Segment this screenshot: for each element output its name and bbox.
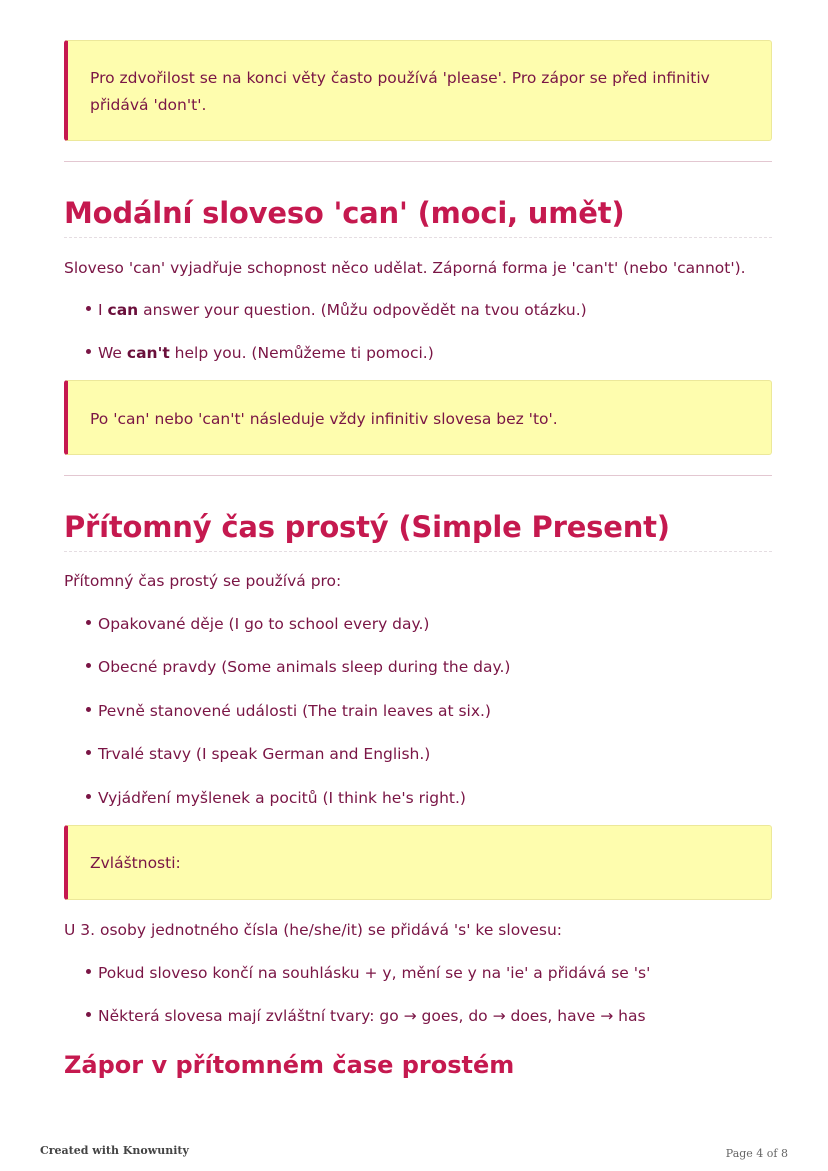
bullet	[86, 707, 91, 712]
list-text: Opakované děje (I go to school every day.)	[98, 615, 430, 633]
bullet	[86, 349, 91, 354]
divider	[64, 475, 772, 476]
list-text: We	[98, 344, 127, 362]
paragraph: U 3. osoby jednotného čísla (he/she/it) se přidává 's' ke slovesu:	[64, 921, 563, 939]
bullet	[86, 1012, 91, 1017]
bullet	[86, 306, 91, 311]
note-box	[64, 825, 772, 900]
bullet	[86, 750, 91, 755]
note-box	[64, 380, 772, 455]
list-item	[86, 613, 786, 635]
paragraph: Sloveso 'can' vyjadřuje schopnost něco udělat. Záporná forma je 'can't' (nebo 'cannot').	[64, 259, 746, 277]
divider	[64, 161, 772, 162]
bullet	[86, 620, 91, 625]
list-text: I	[98, 301, 108, 319]
list-text: Trvalé stavy (I speak German and English.)	[98, 745, 431, 763]
list-emphasis: can't	[126, 344, 170, 362]
list-item	[86, 700, 786, 722]
subsection-heading: Zápor v přítomném čase prostém	[64, 1051, 515, 1079]
list-item	[86, 299, 786, 321]
list-text: Vyjádření myšlenek a pocitů (I think he's right.)	[98, 789, 466, 807]
footer-credit: Created with Knowunity	[40, 1144, 189, 1157]
list-emphasis: can	[107, 301, 139, 319]
bullet	[86, 969, 91, 974]
list-item	[86, 1005, 786, 1027]
section-heading: Přítomný čas prostý (Simple Present)	[64, 507, 772, 552]
bullet	[86, 794, 91, 799]
page-number: Page 4 of 8	[725, 1147, 788, 1160]
list-item	[86, 743, 786, 765]
note-text: Zvláštnosti:	[90, 854, 181, 872]
list-item	[86, 656, 786, 678]
note-text: Po 'can' nebo 'can't' následuje vždy infinitiv slovesa bez 'to'.	[90, 410, 558, 428]
bullet	[86, 663, 91, 668]
list-text: Některá slovesa mají zvláštní tvary: go → goes, do → does, have → has	[98, 1007, 646, 1025]
list-text: Pevně stanovené události (The train leaves at six.)	[98, 702, 491, 720]
list-text: Pokud sloveso končí na souhlásku + y, mění se y na 'ie' a přidává se 's'	[98, 964, 651, 982]
list-item	[86, 787, 786, 809]
list-text: answer your question. (Můžu odpovědět na tvou otázku.)	[138, 301, 587, 319]
list-item	[86, 342, 786, 364]
list-item	[86, 962, 786, 984]
note-box	[64, 40, 772, 141]
paragraph: Přítomný čas prostý se používá pro:	[64, 572, 342, 590]
list-text: help you. (Nemůžeme ti pomoci.)	[169, 344, 434, 362]
list-text: Obecné pravdy (Some animals sleep during the day.)	[98, 658, 511, 676]
note-text: Pro zdvořilost se na konci věty často používá 'please'. Pro zápor se před infinitiv přidává 'don't'.	[90, 69, 710, 114]
section-heading: Modální sloveso 'can' (moci, umět)	[64, 193, 772, 238]
